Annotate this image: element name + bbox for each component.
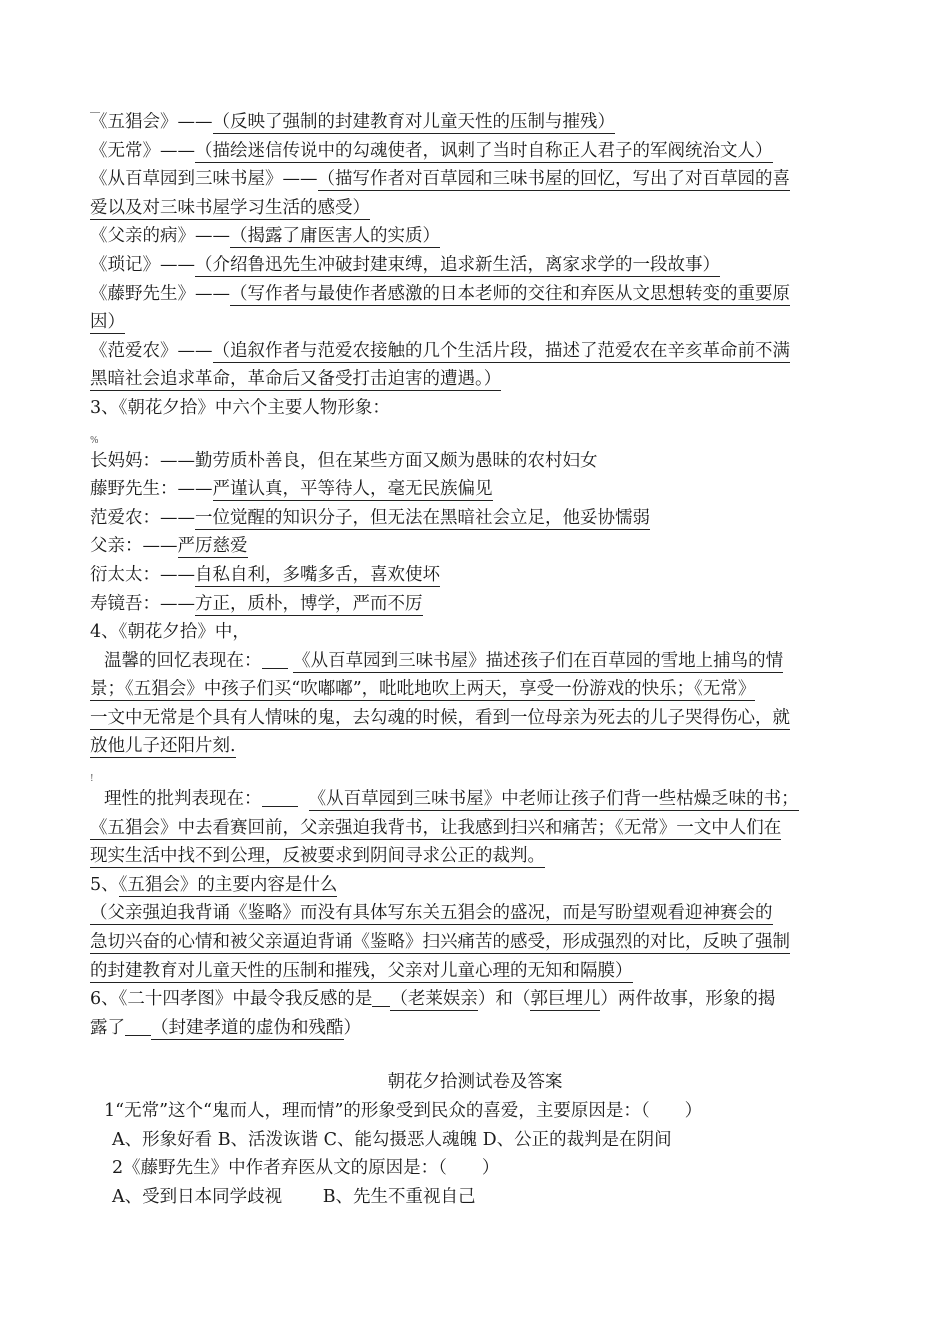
character-description: 勤劳质朴善良，但在某些方面又颇为愚昧的农村妇女 <box>195 450 598 471</box>
works-list <box>90 108 860 394</box>
work-item-baicaoyuan-cont <box>90 194 860 223</box>
work-title: 《父亲的病》—— <box>90 226 230 247</box>
character-description: 严谨认真，平等待人，毫无民族偏见 <box>212 479 493 500</box>
character-description: 严厉慈爱 <box>177 536 248 557</box>
work-description: 爱以及对三味书屋学习生活的感受） <box>90 197 370 218</box>
answer-blank <box>262 650 288 669</box>
test-q2-options: A、受到日本同学歧视 B、先生不重视自己 <box>112 1186 476 1207</box>
critical-answer: 《五猖会》中去看赛回前，父亲强迫我背书，让我感到扫兴和痛苦；《无常》一文中人们在 <box>90 817 782 838</box>
character-description: 一位觉醒的知识分子，但无法在黑暗社会立足，他妥协懦弱 <box>195 507 650 528</box>
test-q2: 2《藤野先生》中作者弃医从文的原因是：（ ） <box>112 1158 500 1179</box>
character-item <box>90 447 860 476</box>
warm-answer: 《从百草园到三味书屋》描述孩子们在百草园的雪地上捕鸟的情 <box>293 650 784 671</box>
warm-answer: 景；《五猖会》中孩子们买“吹嘟嘟”，吡吡地吹上两天，享受一份游戏的快乐；《无常》 <box>90 679 756 700</box>
critical-answer: 现实生活中找不到公理，反被要求到阴间寻求公正的裁判。 <box>90 846 545 867</box>
warm-label: 温馨的回忆表现在： <box>104 650 262 671</box>
answer-blank <box>125 1017 151 1036</box>
character-name: 范爱农：—— <box>90 507 195 528</box>
work-item-tengye-cont <box>90 308 860 337</box>
q4-warm-line <box>90 647 860 676</box>
character-item <box>90 532 860 561</box>
q6-answer-2: 郭巨埋儿 <box>530 989 601 1010</box>
work-description: （反映了强制的封建教育对儿童天性的压制与摧残） <box>212 112 615 132</box>
document-page <box>90 108 860 1211</box>
work-title: 《范爱农》—— <box>90 340 213 361</box>
critical-label: 理性的批判表现在： <box>104 789 262 810</box>
q3-heading: 3、《朝花夕拾》中六个主要人物形象： <box>90 397 390 418</box>
character-name: 寿镜吾：—— <box>90 593 195 614</box>
answer-blank <box>262 788 298 807</box>
character-item <box>90 590 860 619</box>
work-description: （描绘迷信传说中的勾魂使者，讽刺了当时自称正人君子的军阀统治文人） <box>195 140 773 161</box>
warm-answer: 一文中无常是个具有人情味的鬼，去勾魂的时候，看到一位母亲为死去的儿子哭得伤心，就 <box>90 707 790 728</box>
character-item <box>90 561 860 590</box>
character-name: 长妈妈：—— <box>90 450 195 471</box>
q6-line: 6、《二十四孝图》中最令我反感的是 （老莱娱亲）和（郭巨埋儿）两件故事，形象的揭 <box>90 989 776 1010</box>
q4-heading: 4、《朝花夕拾》中， <box>90 622 250 643</box>
work-description: （写作者与最使作者感激的日本老师的交往和弃医从文思想转变的重要原 <box>230 283 790 304</box>
test-q1-options: A、形象好看 B、活泼诙谐 C、能勾摄恶人魂魄 D、公正的裁判是在阴间 <box>112 1129 672 1150</box>
character-name: 父亲：—— <box>90 536 178 557</box>
work-item-wuchanghui <box>90 108 860 137</box>
work-title: 《从百草园到三味书屋》—— <box>90 169 318 190</box>
q4-critical-line <box>90 785 860 814</box>
character-item <box>90 475 860 504</box>
q5-question: 《五猖会》的主要内容是什么 <box>118 874 338 895</box>
q5-answer: 急切兴奋的心情和被父亲逼迫背诵《鉴略》扫兴痛苦的感受，形成强烈的对比，反映了强制 <box>90 932 790 953</box>
q5-answer: （父亲强迫我背诵《鉴略》而没有具体写东关五猖会的盛况，而是写盼望观看迎神赛会的 <box>90 903 773 924</box>
character-list <box>90 447 860 619</box>
work-description: 因） <box>90 312 125 333</box>
work-item-fuqindebing <box>90 222 860 251</box>
q5-answer: 的封建教育对儿童天性的压制和摧残，父亲对儿童心理的无知和隔膜） <box>90 960 633 981</box>
test-q1: 1“无常”这个“鬼而人，理而情”的形象受到民众的喜爱，主要原因是：（ ） <box>104 1101 703 1121</box>
work-title: 《无常》—— <box>90 140 195 161</box>
work-description: （揭露了庸医害人的实质） <box>230 226 440 247</box>
warm-answer: 放他儿子还阳片刻. <box>90 736 236 757</box>
work-item-suoji <box>90 251 860 280</box>
work-title: 《藤野先生》—— <box>90 283 230 304</box>
work-description: （描写作者对百草园和三味书屋的回忆，写出了对百草园的喜 <box>317 169 790 190</box>
work-item-tengye <box>90 280 860 309</box>
work-description: 黑暗社会追求革命，革命后又备受打击迫害的遭遇。） <box>90 369 502 390</box>
character-name: 藤野先生：—— <box>90 479 213 500</box>
character-description: 自私自利，多嘴多舌，喜欢使坏 <box>195 564 440 585</box>
q5-heading: 5、《五猖会》的主要内容是什么 <box>90 874 338 895</box>
critical-answer: 《从百草园到三味书屋》中老师让孩子们背一些枯燥乏味的书； <box>308 789 799 810</box>
test-title: 朝花夕拾测试卷及答案 <box>387 1072 563 1093</box>
work-description: （介绍鲁迅先生冲破封建束缚，追求新生活，离家求学的一段故事） <box>195 254 720 275</box>
work-item-baicaoyuan <box>90 165 860 194</box>
work-item-wuchang <box>90 137 860 166</box>
answer-blank <box>372 988 390 1007</box>
q6-line-2: 露了 （封建孝道的虚伪和残酷） <box>90 1017 361 1038</box>
work-item-fanainong <box>90 337 860 366</box>
q4-stray-mark: ! <box>90 774 94 785</box>
work-title: 《琐记》—— <box>90 254 195 275</box>
character-item <box>90 504 860 533</box>
work-title: 《五猖会》—— <box>90 112 213 132</box>
character-name: 衍太太：—— <box>90 564 195 585</box>
character-description: 方正，质朴，博学，严而不厉 <box>195 593 423 614</box>
q6-answer-3: （封建孝道的虚伪和残酷 <box>151 1017 344 1038</box>
work-description: （追叙作者与范爱农接触的几个生活片段，描述了范爱农在辛亥革命前不满 <box>212 340 790 361</box>
q3-stray-mark: % <box>90 435 99 446</box>
q6-answer-1: （老莱娱亲 <box>390 989 478 1010</box>
work-item-fanainong-cont <box>90 365 860 394</box>
